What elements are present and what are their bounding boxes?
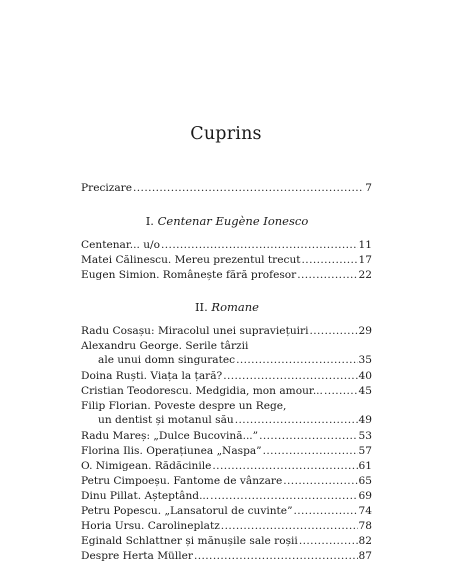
toc-entry-text-line1: Filip Florian. Poveste despre un Rege,: [81, 400, 287, 412]
toc-entry-page: 78: [358, 520, 372, 532]
dot-leader: [299, 534, 358, 548]
dot-leader: [324, 384, 358, 398]
dot-leader: [297, 268, 357, 282]
toc-entry: [81, 489, 372, 503]
dot-leader: [223, 369, 357, 383]
toc-entry: [81, 429, 372, 443]
toc-entry-page: 69: [358, 490, 372, 502]
dot-leader: [283, 474, 357, 488]
toc-entry-page: 17: [358, 254, 372, 266]
dot-leader: [212, 459, 357, 473]
dot-leader: [235, 413, 358, 427]
toc-entry-page: 49: [358, 414, 372, 426]
toc-entry-text-line1: Alexandru George. Serile târzii: [81, 340, 249, 352]
toc-entry: [81, 399, 372, 427]
toc-entry-text: Despre Herta Müller: [81, 550, 193, 562]
toc-entry-page: 45: [358, 385, 372, 397]
toc-entry-page: 57: [358, 445, 372, 457]
toc-entry: [81, 238, 372, 252]
dot-leader: [302, 253, 358, 267]
dot-leader: [221, 519, 358, 533]
toc-entry-text: un dentist și motanul său: [98, 414, 234, 426]
dot-leader: [259, 429, 357, 443]
toc-entry-page: 74: [358, 505, 372, 517]
toc-entry-text: Matei Călinescu. Mereu prezentul trecut: [81, 254, 301, 266]
toc-entry-page: 11: [358, 239, 372, 251]
toc-entry: [81, 253, 372, 267]
toc-entry-text: Doina Ruști. Viața la țară?: [81, 370, 223, 382]
toc-entry: [81, 504, 372, 518]
toc-entry-text: Florina Ilis. Operațiunea „Naspa”: [81, 445, 262, 457]
toc-entry: [81, 384, 372, 398]
toc-entry: [81, 519, 372, 533]
toc-entry-text: Precizare: [81, 182, 133, 194]
toc-entry: [81, 549, 372, 563]
toc-entry-page: 53: [358, 430, 372, 442]
toc-entry-text: Radu Mareș: „Dulce Bucovină...”: [81, 430, 259, 442]
dot-leader: [294, 504, 358, 518]
toc-entry-page: 87: [358, 550, 372, 562]
dot-leader: [161, 238, 358, 252]
section-numeral: I.: [145, 214, 154, 228]
dot-leader: [236, 353, 357, 367]
toc-entry-text: Radu Cosașu: Miracolul unei supraviețuiri: [81, 325, 309, 337]
dot-leader: [263, 444, 358, 458]
toc-entry-page: 40: [358, 370, 372, 382]
page-title: Cuprins: [190, 124, 262, 144]
section-name: Centenar Eugène Ionesco: [157, 214, 309, 228]
toc-entry-page: 61: [358, 460, 372, 472]
toc-entry-page: 7: [365, 182, 372, 194]
toc-entry: [81, 534, 372, 548]
toc-entry: [81, 444, 372, 458]
toc-entry: [81, 474, 372, 488]
toc-entry-text: Centenar... u/o: [81, 239, 161, 251]
section-name: Romane: [211, 300, 259, 314]
toc-entry-text: Horia Ursu. Carolineplatz: [81, 520, 220, 532]
toc-entry: [81, 268, 372, 282]
dot-leader: [210, 489, 357, 503]
section-numeral: II.: [195, 300, 208, 314]
toc-entry-preface: [81, 181, 372, 195]
toc-entry-text: Petru Cimpoeșu. Fantome de vânzare: [81, 475, 283, 487]
toc-entry-page: 22: [358, 269, 372, 281]
dot-leader: [310, 324, 358, 338]
toc-entry-text: Dinu Pillat. Așteptând...: [81, 490, 210, 502]
toc-entry: [81, 339, 372, 367]
toc-entry-page: 65: [358, 475, 372, 487]
toc-entry-text: Petru Popescu. „Lansatorul de cuvinte”: [81, 505, 293, 517]
toc-entry: [81, 459, 372, 473]
toc-entry-page: 35: [358, 354, 372, 366]
toc-entry: [81, 324, 372, 338]
dot-leader: [133, 181, 364, 195]
dot-leader: [194, 549, 358, 563]
toc-entry-text: Eginald Schlattner și mănușile sale roșii: [81, 535, 298, 547]
toc-entry: [81, 369, 372, 383]
toc-entry-text: Cristian Teodorescu. Medgidia, mon amour...: [81, 385, 323, 397]
section-heading-1: [81, 214, 373, 228]
toc-entry-page: 29: [358, 325, 372, 337]
toc-entry-page: 82: [358, 535, 372, 547]
toc-entry-text: ale unui domn singuratec: [98, 354, 236, 366]
section-heading-2: [81, 300, 373, 314]
toc-entry-text: O. Nimigean. Rădăcinile: [81, 460, 212, 472]
toc-entry-text: Eugen Simion. Românește fără profesor: [81, 269, 297, 281]
